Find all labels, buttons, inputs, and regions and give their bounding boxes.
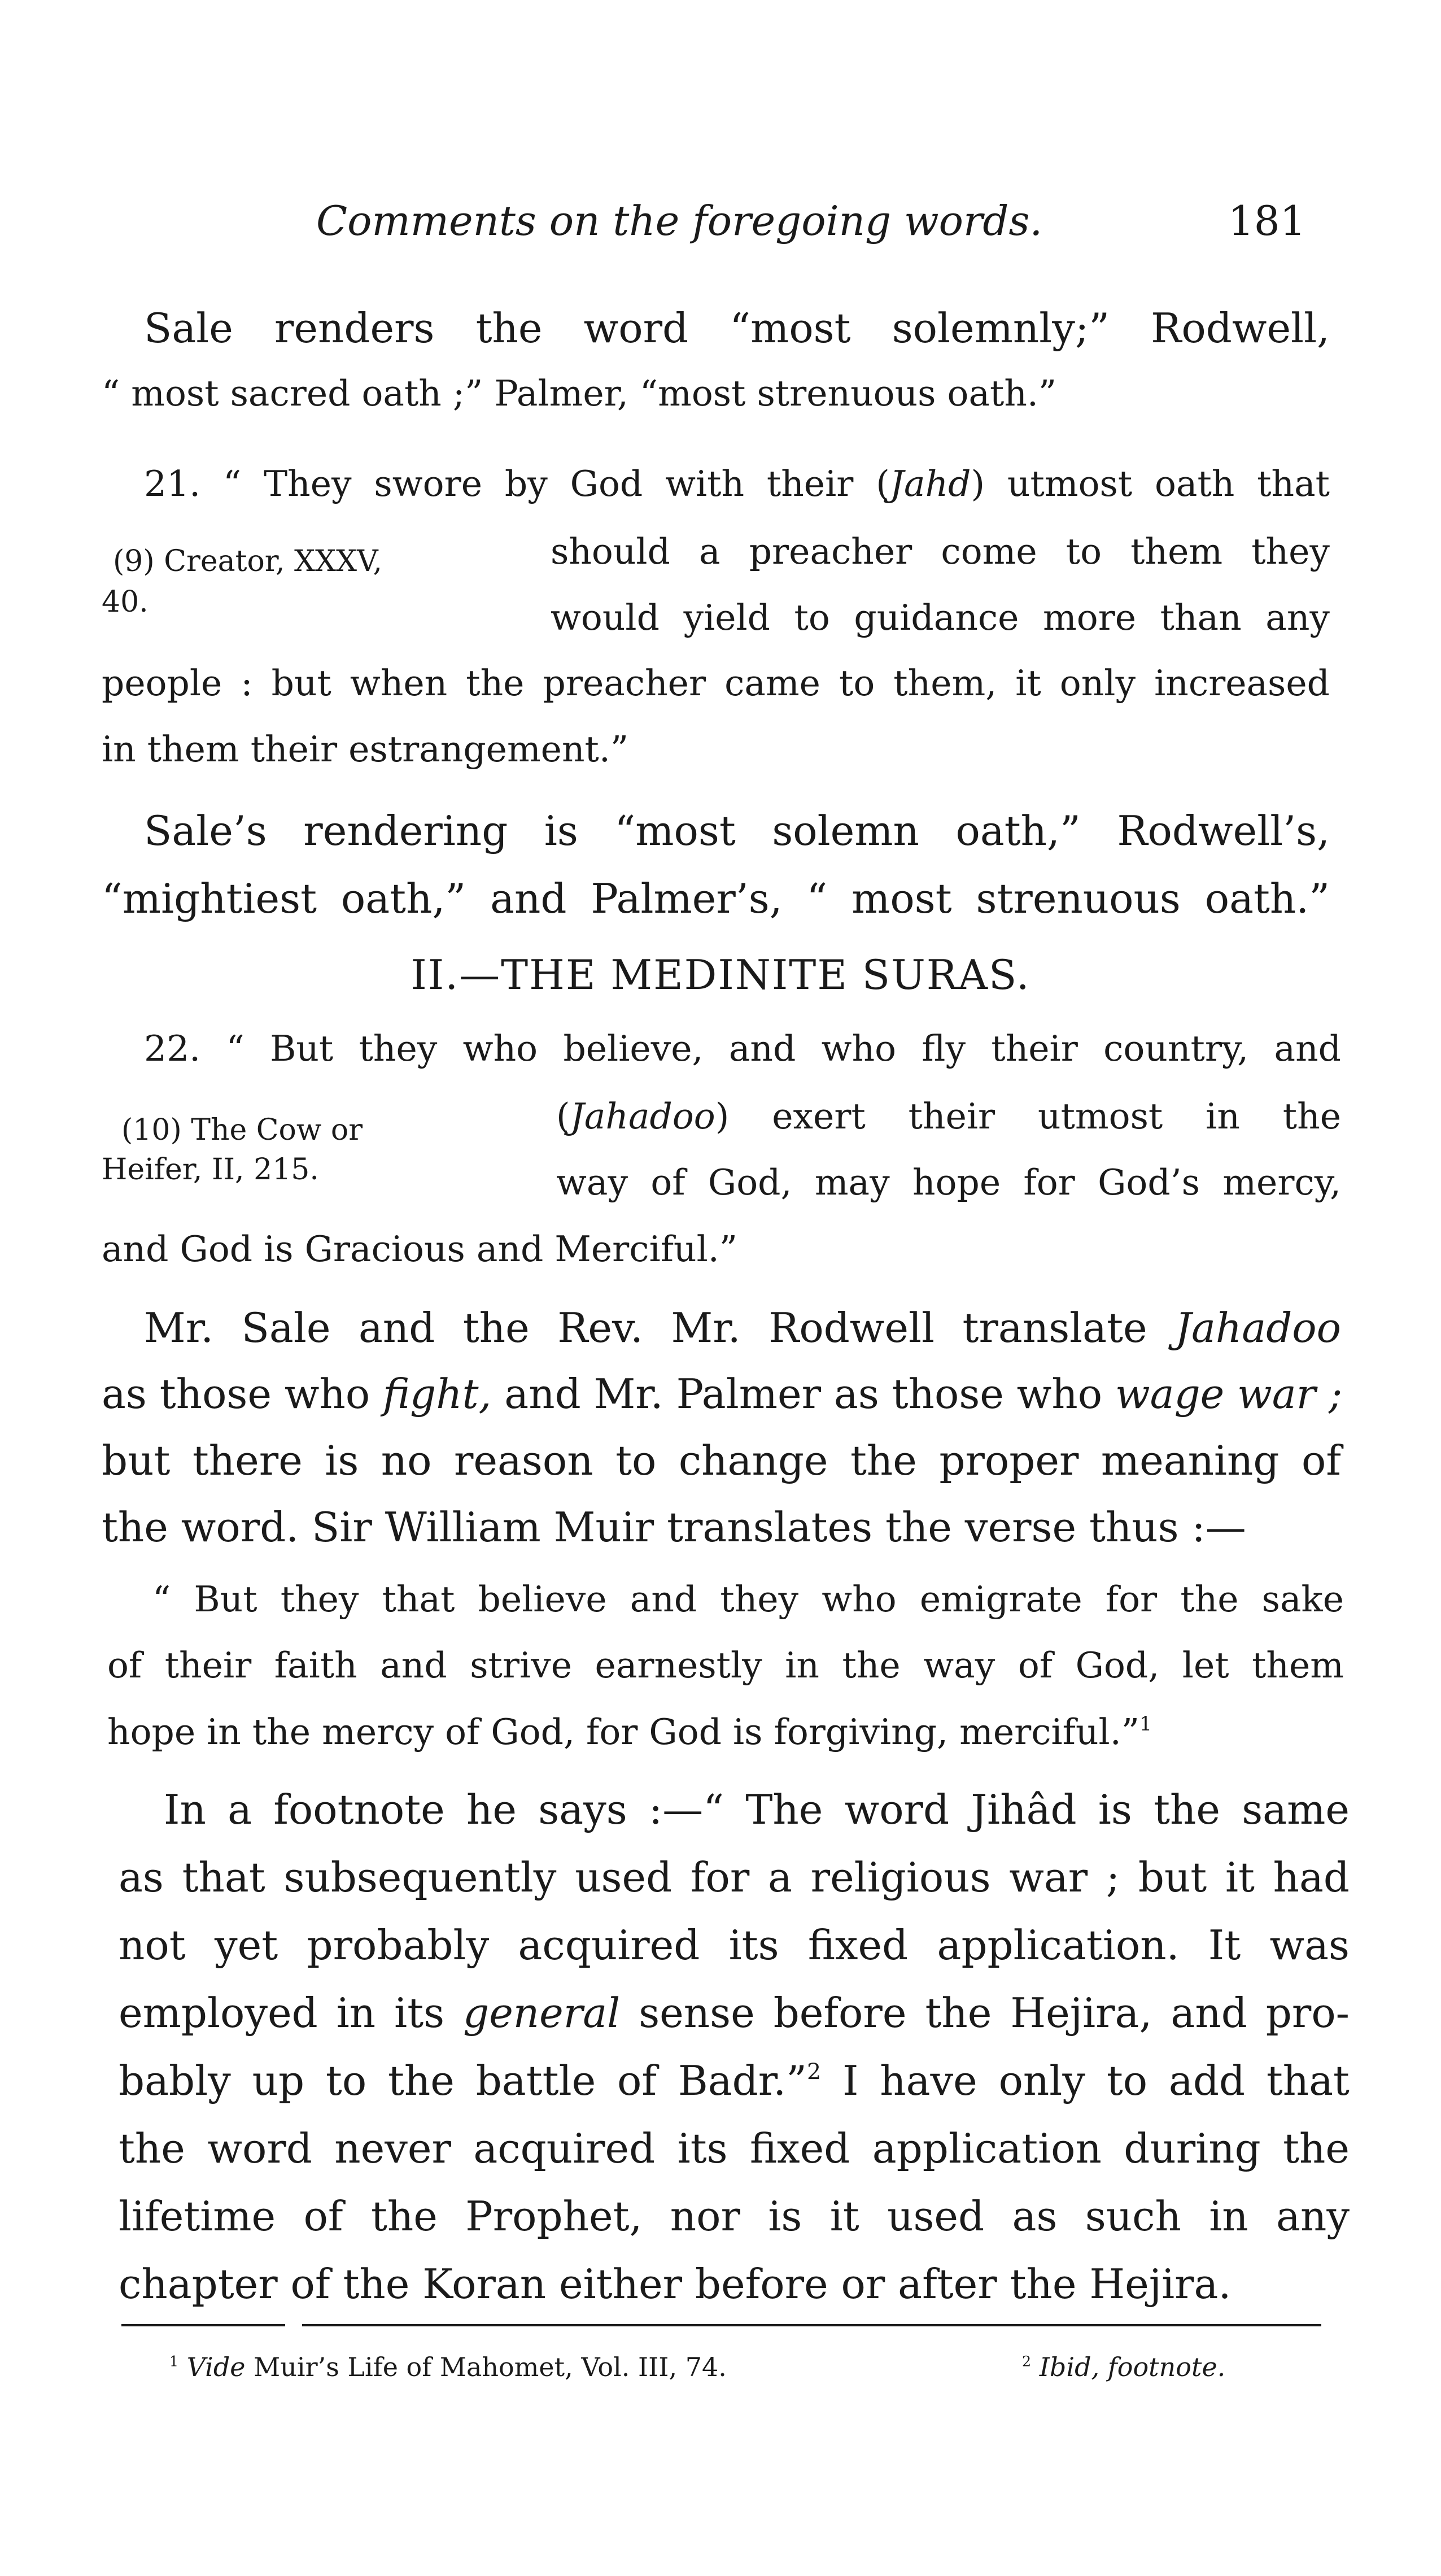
verse-line: 22. “ But they who believe, and who fly their country, and (144, 1028, 1341, 1069)
verse-text: ) exert their utmost in the (715, 1096, 1341, 1137)
text-line: “mightiest oath,” and Palmer’s, “ most strenuous oath.” (102, 875, 1330, 922)
margin-reference: (9) Creator, XXXV, (113, 544, 383, 578)
text-part: employed in its (119, 1989, 464, 2037)
footnote-italic: Ibid, footnote. (1039, 2352, 1226, 2382)
text-line: but there is no reason to change the proper meaning of (102, 1437, 1341, 1484)
text-line (102, 1370, 1343, 1418)
text-part: sense before the Hejira, and pro- (620, 1989, 1350, 2037)
verse-italic: Jahd (889, 463, 971, 504)
footnote-2 (1022, 2354, 1225, 2380)
footnote-number: 1 (169, 2353, 179, 2370)
verse-line (556, 1096, 1341, 1137)
running-title: Comments on the foregoing words. (316, 197, 1043, 245)
text-line: Sale renders the word “most solemnly;” Rodwell, (144, 304, 1330, 352)
margin-reference: Heifer, II, 215. (102, 1153, 319, 1187)
verse-italic: Jahadoo (570, 1096, 715, 1137)
text-line: “ most sacred oath ;” Palmer, “most strenuous oath.” (102, 373, 1057, 414)
margin-reference: 40. (102, 585, 149, 619)
text-part: bably up to the battle of Badr.” (119, 2057, 807, 2104)
text-part: Mr. Sale and the Rev. Mr. Rodwell translate (144, 1304, 1176, 1352)
text-line: lifetime of the Prophet, nor is it used as such in any (119, 2193, 1350, 2240)
text-part: and Mr. Palmer as those who (491, 1370, 1116, 1418)
text-line: chapter of the Koran either before or after the Hejira. (119, 2260, 1232, 2308)
text-line: In a footnote he says :—“ The word Jihâd is the same (164, 1786, 1350, 1833)
verse-line: people : but when the preacher came to them, it only increased (102, 662, 1330, 704)
text-part: as those who (102, 1370, 383, 1418)
quote-line: “ But they that believe and they who emigrate for the sake (152, 1579, 1344, 1620)
text-italic: Jahadoo (1175, 1304, 1341, 1352)
text-line: the word. Sir William Muir translates the verse thus :— (102, 1503, 1246, 1551)
verse-line: should a preacher come to them they (551, 531, 1330, 572)
text-line (119, 1989, 1350, 2037)
quote-text: hope in the mercy of God, for God is forgiving, merciful.” (107, 1711, 1139, 1753)
footnote-rule-short (121, 2324, 285, 2326)
footnote-marker: 1 (1139, 1712, 1152, 1736)
verse-line: and God is Gracious and Merciful.” (102, 1228, 738, 1270)
verse-line: way of God, may hope for God’s mercy, (556, 1162, 1341, 1203)
margin-reference: (10) The Cow or (121, 1113, 363, 1147)
footnote-marker: 2 (806, 2059, 822, 2085)
text-line: the word never acquired its fixed application during the (119, 2125, 1350, 2172)
quote-line: of their faith and strive earnestly in the way of God, let them (107, 1645, 1344, 1686)
text-line: not yet probably acquired its fixed application. It was (119, 1921, 1350, 1969)
footnote-text: Muir’s Life of Mahomet, Vol. III, 74. (245, 2352, 727, 2382)
footnote-italic: Vide (186, 2352, 246, 2382)
quote-line (107, 1711, 1152, 1753)
footnote-number: 2 (1022, 2353, 1032, 2370)
text-italic: fight, (383, 1370, 492, 1418)
footnote-1 (169, 2354, 727, 2380)
text-line (119, 2057, 1350, 2104)
page-number: 181 (1228, 197, 1306, 245)
verse-line: would yield to guidance more than any (551, 597, 1330, 638)
verse-text: 21. “ They swore by God with their ( (144, 463, 890, 504)
text-italic: wage war ; (1115, 1370, 1343, 1418)
verse-text: ( (556, 1096, 570, 1137)
verse-text: ) utmost oath that (971, 463, 1330, 504)
text-line: as that subsequently used for a religious war ; but it had (119, 1854, 1350, 1901)
verse-line (144, 463, 1330, 504)
text-italic: general (463, 1989, 621, 2037)
section-heading: II.—THE MEDINITE SURAS. (411, 951, 1030, 999)
verse-line: in them their estrangement.” (102, 729, 629, 770)
text-part: I have only to add that (821, 2057, 1350, 2104)
text-line (144, 1304, 1341, 1352)
footnote-rule-long (302, 2324, 1321, 2326)
text-line: Sale’s rendering is “most solemn oath,” Rodwell’s, (144, 807, 1330, 855)
